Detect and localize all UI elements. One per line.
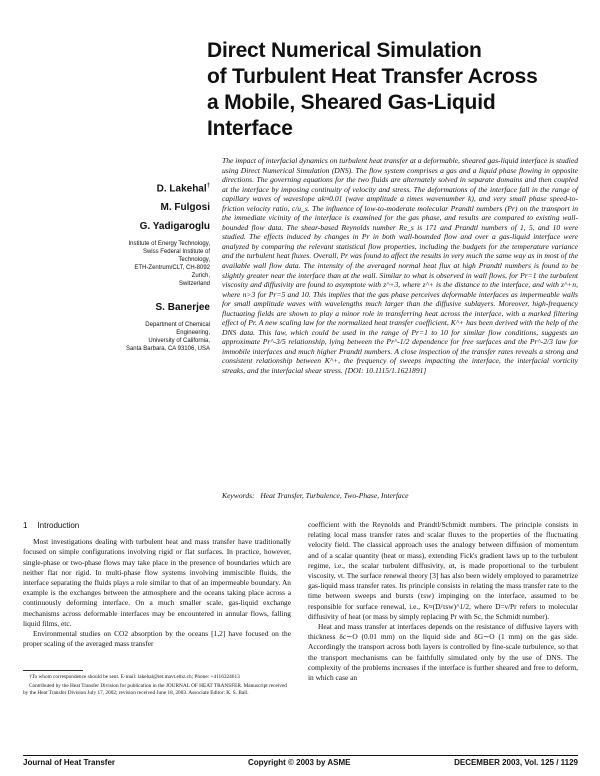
copyright: Copyright © 2003 by ASME — [248, 758, 351, 767]
keywords — [222, 491, 578, 500]
left-column — [23, 521, 291, 649]
section-heading: 1 Introduction — [23, 521, 80, 530]
author-block — [120, 180, 210, 361]
affiliation: Institute of Energy Technology, Swiss Federal Institute of Technology, ETH-Zentrum/CLT, CH-8092 Zurich, Switzerland — [128, 241, 210, 288]
footnote: Contributed by the Heat Transfer Division for publication in the JOURNAL OF HEAT TRANSFER. Manuscript received by the Heat Transfer Division July 17, 2002; revision received June 18, 2003. Associate Editor: K. S. Ball. — [23, 683, 287, 696]
affiliation: Department of Chemical Engineering, University of California, Santa Barbara, CA 93106, USA — [125, 322, 210, 353]
author-name: G. Yadigaroglu — [139, 221, 210, 233]
abstract: The impact of interfacial dynamics on turbulent heat transfer at a deformable, sheared gas-liquid interface is studied using Direct Numerical Simulation (DNS). The flow system comprises a gas and a liquid phase flowing in opposite directions. The governing equations for the two fluids are alternately solved in separate domains and then coupled at the interface by imposing continuity of velocity and stress. The deformations of the interface fall in the range of capillary waves of waveslope ak≈0.01 (wave amplitude a times wavenumber k), and very small phase speed-to-friction velocity ratio, c/u_s. The influence of low-to-moderate molecular Prandtl numbers (Pr) on the transport in the immediate vicinity of the interface is examined for the gas phase, and results are compared to existing wall-bounded flow data. The shear-based Reynolds number Re_s is 171 and Prandtl numbers of 1, 5, and 10 were studied. The effects induced by changes in Pr in both wall-bounded flow and over a gas-liquid interface were analyzed by comparing the relevant statistical flow properties, including the budgets for the temperature variance and the turbulent heat fluxes. Overall, Pr was found to affect the results in very much the same way as in most of the available wall flow data. The intensity of the averaged normal heat flux at high Prandtl numbers is found to be slightly greater near the interface than at the wall. Similar to what is observed in wall flows, for Pr=1 the turbulent viscosity and diffusivity are found to asymptote with z^+3, where z^+ is the distance to the interface, and with z^+n, where n>3 for Pr=5 and 10. This implies that the gas phase perceives deformable interfaces as impermeable walls for small amplitude waves with wavelengths much larger than the diffusive sublayers. Moreover, high-frequency fluctuating fields are shown to play a minor role in transferring heat across the interface, with a marked filtering effect of Pr. A new scaling law for the normalized heat transfer coefficient, K^+ has been derived with the help of the DNS data. This law, which could be used in the range of Pr=1 to 10 for similar flow conditions, suggests an approximate Pr^-3/5 relationship, lying between the Pr^-1/2 dependence for free surfaces and the Pr^-2/3 law for immobile interfaces and much higher Prandtl numbers. A close inspection of the transfer rates reveals a strong and consistent relationship between K^+, the frequency of sweeps impacting the interface, the interfacial vorticity streaks, and the interfacial shear stress. [DOI: 10.1115/1.1621891] — [222, 156, 578, 376]
title-line: Interface — [207, 117, 293, 140]
paragraph: Heat and mass transfer at interfaces depends on the resistance of diffusive layers with thickness δc∼O (0.01 mm) on the liquid side and δG∼O (1 mm) on the gas side. Accordingly the transport across both layers is controlled by fine-scale turbulence, so that the transport mechanisms can be faithfully simulated only by the use of DNS. The complexity of the problems increases if the interface is further sheared and free to deform, in which case an — [308, 622, 578, 683]
author-name: S. Banerjee — [155, 302, 210, 314]
footnote: †To whom correspondence should be sent. E-mail: lakehal@iet.mavt.ethz.ch; Phone: +4116324613 — [29, 674, 240, 680]
issue-info: DECEMBER 2003, Vol. 125 / 1129 — [454, 758, 578, 767]
footnotes — [23, 674, 291, 699]
author-name: D. Lakehal† — [156, 183, 210, 195]
right-column — [308, 520, 578, 683]
footer-rule — [23, 755, 578, 756]
paragraph: Environmental studies on CO2 absorption by the oceans [1,2] have focused on the proper scaling of the averaged mass transfer — [23, 629, 291, 649]
journal-name: Journal of Heat Transfer — [23, 758, 116, 767]
author-name: M. Fulgosi — [160, 202, 210, 214]
paragraph: coefficient with the Reynolds and Prandtl/Schmidt numbers. The principle consists in relating local mass transfer rates and scalar fluxes to the properties of the fluctuating velocity field. The classical approach uses the analogy between diffusion of momentum and of a scalar quantity (heat or mass), extending Fick's gradient laws up to the turbulent regime, i.e., the scalar turbulent diffusivity, αt, is made proportional to the turbulent viscosity, νt. The surface renewal theory [3] has also been widely employed to parametrize gas-liquid mass transfer rates. Its principle consists in relating the mass transfer rate to the time between sweeps and bursts (τsw) impinging on the interface, assumed to be responsible for surface renewal, i.e., K≈(D/τsw)^1/2, where D=ν/Pr refers to molecular diffusivity of heat (or mass by simply replacing Pr with Sc, the Schmidt number). — [308, 520, 578, 621]
keywords-list: Heat Transfer, Turbulence, Two-Phase, Interface — [260, 491, 409, 500]
keywords-label: Keywords: — [222, 491, 255, 500]
title-line: of Turbulent Heat Transfer Across — [207, 65, 538, 88]
footnote-rule — [23, 670, 83, 671]
paragraph: Most investigations dealing with turbulent heat and mass transfer have traditionally focused on simple configurations involving rigid or flat surfaces. In practice, however, single-phase or two-phase flows may take place in the presence of boundaries which are neither flat nor rigid. In multi-phase flow systems involving immiscible fluids, the interface separating the fluids plays a role similar to that of an impermeable boundary. An example is the exchanges between the atmosphere and the oceans taking place across a continuously deforming interface. On a much smaller scale, gas-liquid exchange mechanisms across deformable interfaces may be encountered in annular flows, falling liquid films, etc. — [23, 537, 291, 628]
title-line: a Mobile, Sheared Gas-Liquid — [207, 91, 496, 114]
paper-title — [207, 38, 577, 142]
title-line: Direct Numerical Simulation — [207, 39, 482, 62]
